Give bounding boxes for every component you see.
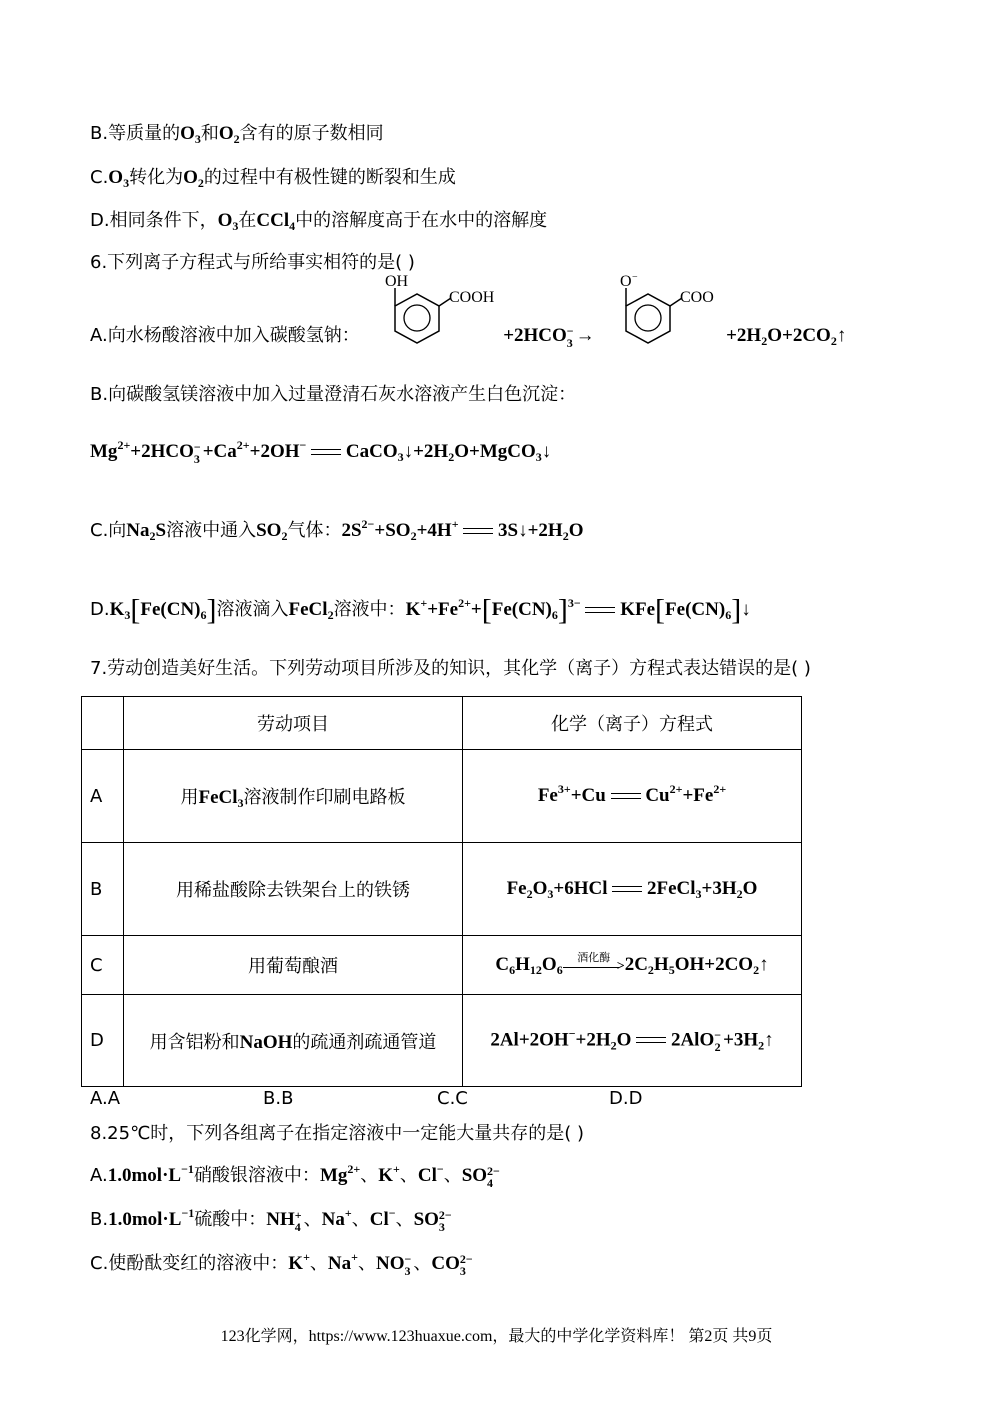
o-minus-label: O [620, 273, 632, 290]
formula-so2: $SO_2$ [256, 520, 288, 543]
q7-table [81, 696, 802, 1087]
q5-option-d-label: D.相同条件下， [90, 210, 218, 231]
row-label: B [82, 843, 124, 936]
q6-stem: 6.下列离子方程式与所给事实相符的是( ) [90, 252, 415, 273]
q8-option-c-label: C.使酚酞变红的溶液中： [90, 1253, 289, 1274]
q7-stem: 7.劳动创造美好生活。下列劳动项目所涉及的知识，其化学（离子）方程式表达错误的是( ) [90, 658, 811, 679]
q6-option-c-mid: 溶液中通入 [166, 520, 257, 541]
q8-option-c [90, 1252, 475, 1277]
q8-option-b-label: B. [90, 1209, 109, 1230]
q6-d-equation: $K^++Fe^{2+}+[Fe(CN)_6]^{3-}$ $KFe[Fe(CN)_6]↓$ [405, 593, 751, 627]
q6-option-c-end: 气体： [287, 520, 342, 541]
q5-option-b-and: 和 [200, 123, 219, 144]
ion-cl: Cl− [417, 1162, 444, 1186]
separator: 、 [360, 1165, 379, 1186]
concentration: $1.0mol\cdot L^{-1}$ [108, 1206, 195, 1230]
row-label: D [82, 995, 124, 1087]
row-label: C [82, 936, 124, 995]
q8-option-a-mid: 硝酸银溶液中： [193, 1165, 320, 1186]
q5-option-b [90, 122, 384, 146]
ion-so3: SO 2− 3 [413, 1207, 452, 1234]
row-equation: $2Al+2OH^-+2H_2O$ 2AlO − 2 $+3H_2↑$ [463, 995, 802, 1087]
q6-option-c [90, 519, 584, 543]
q5-option-c-label: C. [90, 167, 109, 188]
separator: 、 [399, 1165, 418, 1186]
q6-option-a-text: A.向水杨酸溶液中加入碳酸氢钠： [90, 325, 360, 346]
cooh-label: COOH [449, 289, 495, 306]
separator: 、 [303, 1209, 322, 1230]
separator: 、 [351, 1209, 370, 1230]
separator: 、 [358, 1253, 376, 1274]
q8-option-a [90, 1164, 502, 1189]
q6-option-d [90, 593, 751, 627]
ion-k: K+ [378, 1162, 400, 1186]
row-item: 用葡萄酿酒 [124, 936, 463, 995]
svg-text:−: − [632, 272, 639, 283]
row-item: 用稀盐酸除去铁架台上的铁锈 [124, 843, 463, 936]
table-header-row [82, 697, 802, 750]
row-item [124, 750, 463, 843]
q5-option-c [90, 166, 456, 190]
table-row [82, 843, 802, 936]
q5-option-c-end: 的过程中有极性键的断裂和生成 [203, 167, 456, 188]
q5-option-b-text: B.等质量的 [90, 123, 181, 144]
row-item-post: 的疏通剂疏通管道 [292, 1031, 437, 1053]
separator: 、 [413, 1253, 432, 1274]
formula-o2: $O_2$ [218, 123, 240, 146]
q6-a-reactant: +2HCO − 3 → [503, 323, 595, 350]
q8-option-b-mid: 硫酸中： [194, 1209, 267, 1230]
q7-choice-d: D.D [609, 1088, 643, 1109]
q6-option-c-label: C.向 [90, 520, 127, 541]
ion-na: Na+ [321, 1206, 352, 1230]
row-equation: $C_6H_{12}O_6$ 酒化酶 > $2C_2H_5OH+2CO_2↑$ [463, 936, 802, 995]
formula-o3: $O_3$ [108, 167, 130, 190]
table-row [82, 995, 802, 1087]
q8-option-b [90, 1208, 454, 1233]
q5-option-c-mid: 转化为 [129, 167, 184, 188]
row-item-post: 溶液制作印刷电路板 [243, 787, 406, 808]
q6-option-d-end: 溶液中： [333, 599, 406, 620]
ion-no3: NO − 3 [376, 1251, 412, 1278]
ion-so4: SO 2− 4 [461, 1163, 500, 1190]
concentration: $1.0mol\cdot L^{-1}$ [107, 1162, 194, 1186]
row-equation: $Fe^{3+}+Cu$ $Cu^{2+}+Fe^{2+}$ [463, 750, 802, 843]
formula-k3fecn6: $K_3[Fe(CN)_6]$ [109, 593, 217, 627]
separator: 、 [395, 1209, 414, 1230]
table-row [82, 936, 802, 995]
coo-label: COO [680, 289, 715, 306]
table-header-equation: 化学（离子）方程式 [463, 697, 802, 750]
formula-o3: $O_3$ [180, 123, 201, 146]
formula-fecl2: FeCl$_2$ [288, 599, 334, 622]
q6-b-equation: $Mg^{2+}+2HCO$ − 3 $+Ca^{2+}+2OH^-$ $CaCO_3↓+2H_2O+MgCO_3↓$ [90, 438, 552, 466]
formula-naoh: NaOH [239, 1031, 293, 1053]
oh-label: OH [385, 273, 409, 290]
ion-cl: Cl− [369, 1206, 396, 1230]
salicylate-structure [600, 272, 715, 356]
formula-na2s: $Na_2S$ [126, 520, 167, 543]
q6-option-d-label: D. [90, 599, 110, 620]
q7-choice-a: A.A [90, 1088, 121, 1109]
q6-option-d-mid: 溶液滴入 [216, 599, 289, 620]
row-label: A [82, 750, 124, 843]
q6-option-a [90, 272, 847, 356]
q7-choice-b: B.B [263, 1088, 294, 1109]
table-header-item: 劳动项目 [124, 697, 463, 750]
formula-o3: $O_3$ [217, 210, 239, 233]
q5-option-d-end: 中的溶解度高于在水中的溶解度 [295, 210, 548, 231]
table-row [82, 750, 802, 843]
separator: 、 [309, 1253, 328, 1274]
row-item-pre: 用 [180, 787, 199, 808]
salicylic-acid-structure [365, 273, 495, 356]
formula-o2: $O_2$ [183, 167, 204, 190]
separator: 、 [443, 1165, 462, 1186]
ion-mg: $Mg^{2+}$ [319, 1162, 361, 1186]
catalyst-arrow: 酒化酶 > [563, 957, 625, 975]
q5-option-b-end: 含有的原子数相同 [239, 123, 384, 144]
row-item [124, 995, 463, 1087]
formula-fecl3: FeCl$_3$ [198, 787, 244, 810]
q5-option-d [90, 209, 547, 233]
formula-ccl4: CCl$_4$ [256, 210, 296, 233]
table-header-empty [82, 697, 124, 750]
q6-c-equation: $2S^{2-}+SO_2+4H^+$ $3S↓+2H_2O$ [341, 517, 584, 543]
q5-option-d-mid: 在 [238, 210, 257, 231]
row-item-pre: 用含铝粉和 [149, 1031, 240, 1053]
ion-k: K+ [288, 1250, 310, 1274]
page-footer: 123化学网，https://www.123huaxue.com，最大的中学化学资料库！ 第2页 共9页 [220, 1328, 773, 1345]
q6-a-product: $+2H_2O+2CO_2↑$ [726, 325, 847, 348]
q8-option-a-label: A. [90, 1165, 108, 1186]
ion-nh4: NH + 4 [266, 1207, 302, 1234]
row-equation: $Fe_2O_3+6HCl$ $2FeCl_3+3H_2O$ [463, 843, 802, 936]
ion-na: Na+ [327, 1250, 358, 1274]
catalyst-label: 酒化酶 [577, 950, 611, 964]
q6-option-b: B.向碳酸氢镁溶液中加入过量澄清石灰水溶液产生白色沉淀： [90, 384, 577, 405]
q7-choice-c: C.C [437, 1088, 468, 1109]
q8-stem: 8.25℃时，下列各组离子在指定溶液中一定能大量共存的是( ) [90, 1123, 585, 1144]
ion-co3: CO 2− 3 [431, 1251, 473, 1278]
